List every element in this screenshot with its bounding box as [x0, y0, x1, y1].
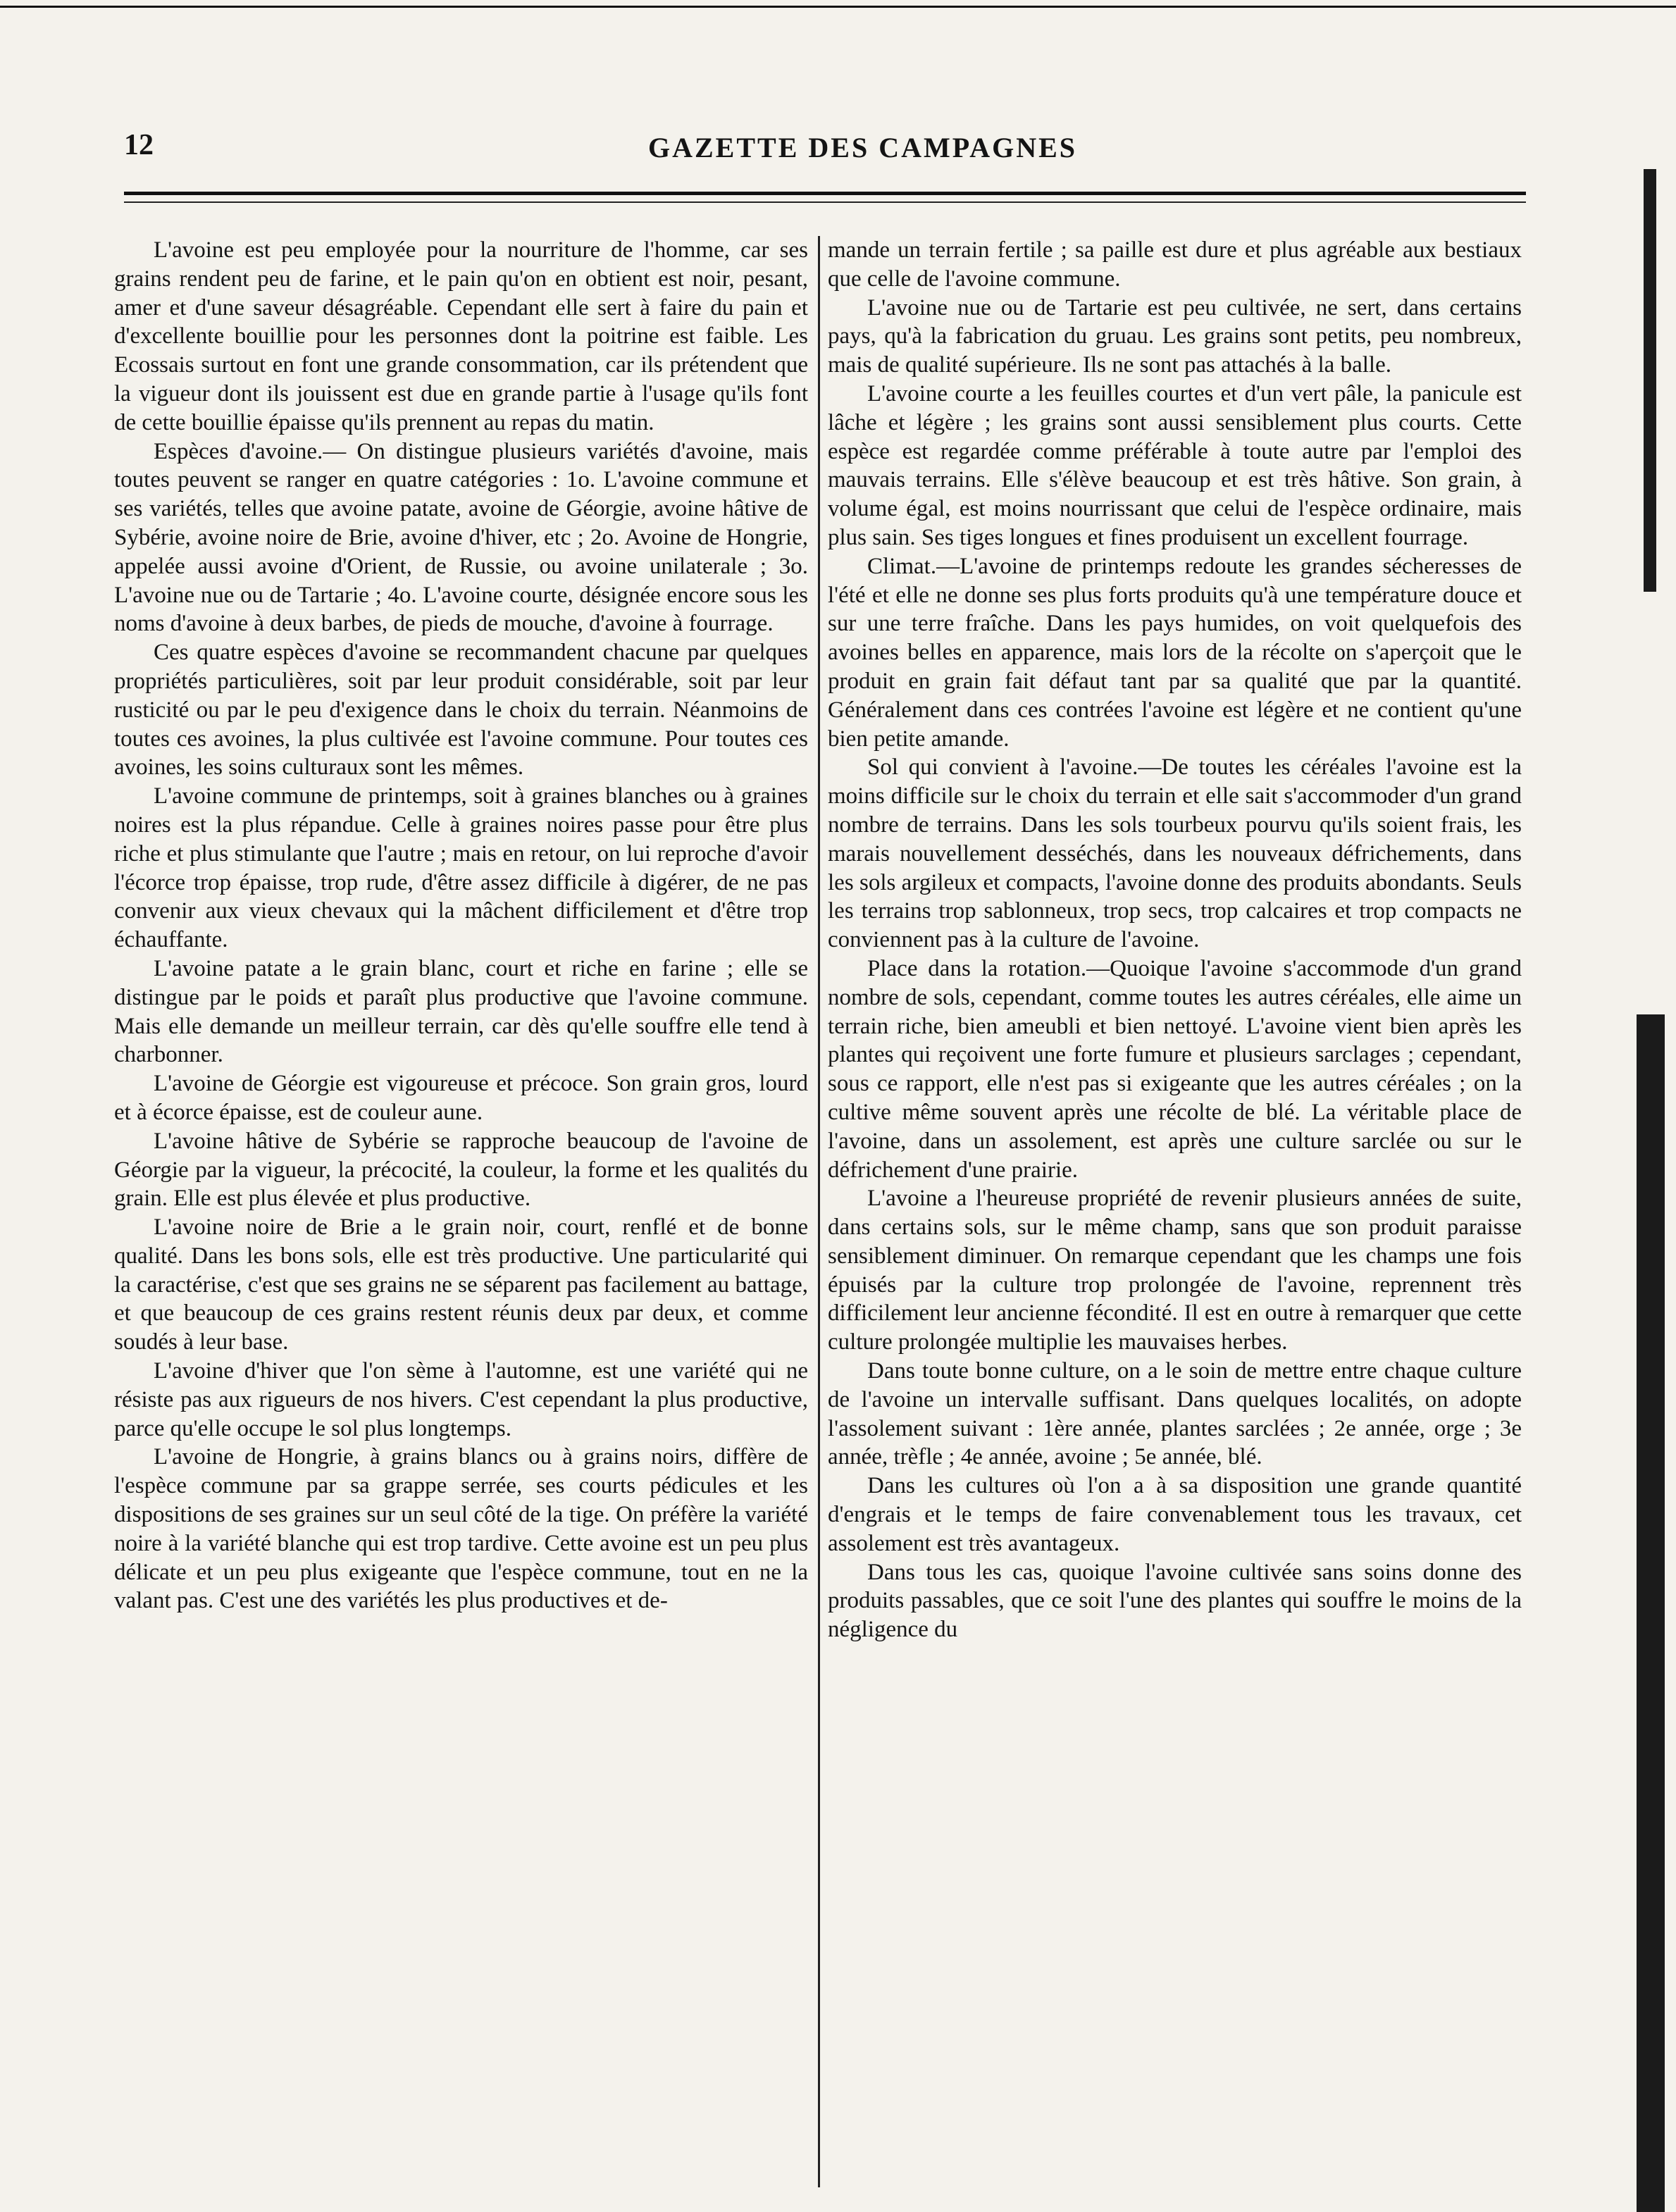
paragraph: mande un terrain fertile ; sa paille est dure et plus agréable aux bestiaux que celle de l'avoine commune.	[828, 237, 1522, 292]
paragraph: L'avoine nue ou de Tartarie est peu cultivée, ne sert, dans certains pays, qu'à la fabrication du gruau. Les grains sont petits, peu nombreux, mais de qualité supérieure. Ils ne sont pas attachés à la balle.	[828, 294, 1522, 378]
header-rule-thin	[124, 201, 1526, 203]
paragraph: Dans toute bonne culture, on a le soin de mettre entre chaque culture de l'avoine un intervalle suffisant. Dans quelques localités, on adopte l'assolement suivant : 1ère année, plantes sarclées ; 2e année, orge ; 3e année, trèfle ; 4e année, avoine ; 5e année, blé.	[828, 1358, 1522, 1470]
paragraph: L'avoine est peu employée pour la nourriture de l'homme, car ses grains rendent peu de farine, et le pain qu'on en obtient est noir, pesant, amer et d'une saveur désagréable. Cependant elle sert à faire du pain et d'excellente bouillie pour les personnes dont la poitrine est faible. Les Ecossais surtout en font une grande consommation, car ils prétendent que la vigueur dont ils jouissent est due en grande partie à l'usage qu'ils font de cette bouillie épaisse qu'ils prennent au repas du matin.	[114, 237, 808, 435]
paragraph: Espèces d'avoine.— On distingue plusieurs variétés d'avoine, mais toutes peuvent se ranger en quatre catégories : 1o. L'avoine commune et ses variétés, telles que avoine patate, avoine de Géorgie, avoine hâtive de Sybérie, avoine noire de Brie, avoine d'hiver, etc ; 2o. Avoine de Hongrie, appelée aussi avoine d'Orient, de Russie, ou avoine unilaterale ; 3o. L'avoine nue ou de Tartarie ; 4o. L'avoine courte, désignée encore sous les noms d'avoine à deux barbes, de pieds de mouche, d'avoine à fourrage.	[114, 438, 808, 637]
right-column	[828, 236, 1522, 2187]
paragraph: Dans tous les cas, quoique l'avoine cultivée sans soins donne des produits passables, que ce soit l'une des plantes qui souffre le moins de la négligence du	[828, 1559, 1522, 1643]
paragraph: Dans les cultures où l'on a à sa disposition une grande quantité d'engrais et le temps de faire convenablement tous les travaux, cet assolement est très avantageux.	[828, 1473, 1522, 1556]
paragraph: Climat.—L'avoine de printemps redoute les grandes sécheresses de l'été et elle ne donne ses plus forts produits qu'à une température douce et sur une terre fraîche. Dans les pays humides, on voit quelquefois des avoines belles en apparence, mais lors de la récolte on s'aperçoit que le produit en grain fait défaut tant par sa qualité que par la quantité. Généralement dans ces contrées l'avoine est légère et ne contient qu'une bien petite amande.	[828, 553, 1522, 752]
paragraph: Place dans la rotation.—Quoique l'avoine s'accommode d'un grand nombre de sols, cependant, comme toutes les autres céréales, elle aime un terrain riche, bien ameubli et bien nettoyé. L'avoine vient bien après les plantes qui reçoivent une forte fumure et plusieurs sarclages ; cependant, sous ce rapport, elle n'est pas si exigeante que les autres céréales ; on la cultive même souvent après une récolte de blé. La véritable place de l'avoine, dans un assolement, est après une culture sarclée ou sur le défrichement d'une prairie.	[828, 955, 1522, 1183]
paragraph: L'avoine d'hiver que l'on sème à l'automne, est une variété qui ne résiste pas aux rigueurs de nos hivers. C'est cependant la plus productive, parce qu'elle occupe le sol plus longtemps.	[114, 1358, 808, 1441]
column-divider	[818, 236, 820, 2187]
paragraph: L'avoine de Géorgie est vigoureuse et précoce. Son grain gros, lourd et à écorce épaisse, est de couleur aune.	[114, 1071, 808, 1125]
page-title: GAZETTE DES CAMPAGNES	[647, 132, 1077, 163]
paragraph: L'avoine a l'heureuse propriété de revenir plusieurs années de suite, dans certains sols, sur le même champ, sans que son produit paraisse sensiblement diminuer. On remarque cependant que les champs une fois épuisés par la culture trop prolongée de l'avoine, reprennent très difficilement leur ancienne fécondité. Il est en outre à remarquer que cette culture prolongée multiplie les mauvaises herbes.	[828, 1186, 1522, 1355]
paragraph: L'avoine commune de printemps, soit à graines blanches ou à graines noires est la plus répandue. Celle à graines noires passe pour être plus riche et plus stimulante que l'autre ; mais en retour, on lui reproche d'avoir l'écorce trop épaisse, trop rude, d'être assez difficile à digérer, de ne pas convenir aux vieux chevaux qui la mâchent difficilement et d'être trop échauffante.	[114, 783, 808, 953]
paragraph: Ces quatre espèces d'avoine se recommandent chacune par quelques propriétés particulières, soit par leur produit considérable, soit par leur rusticité ou par le peu d'exigence dans le choix du terrain. Néanmoins de toutes ces avoines, la plus cultivée est l'avoine commune. Pour toutes ces avoines, les soins culturaux sont les mêmes.	[114, 640, 808, 781]
left-column	[114, 236, 808, 2187]
header-rule-thick	[124, 192, 1526, 195]
top-border-rule	[0, 6, 1676, 8]
paragraph: L'avoine noire de Brie a le grain noir, court, renflé et de bonne qualité. Dans les bons sols, elle est très productive. Une particularité qui la caractérise, c'est que ses grains ne se séparent pas facilement au battage, et que beaucoup de ces grains restent réunis deux par deux, et comme soudés à leur base.	[114, 1214, 808, 1355]
paragraph: L'avoine courte a les feuilles courtes et d'un vert pâle, la panicule est lâche et légère ; les grains sont aussi sensiblement plus courts. Cette espèce est regardée comme préférable à toute autre par l'emploi des mauvais terrains. Elle s'élève beaucoup et est très hâtive. Son grain, à volume égal, est moins nourrissant que celui de l'espèce ordinaire, mais plus sain. Ses tiges longues et fines produisent un excellent fourrage.	[828, 380, 1522, 550]
binding-edge-mark	[1637, 1014, 1665, 2212]
paragraph: Sol qui convient à l'avoine.—De toutes les céréales l'avoine est la moins difficile sur le choix du terrain et elle sait s'accommoder d'un grand nombre de terrains. Dans les sols tourbeux pourvu qu'ils soient frais, les marais nouvellement desséchés, dans les nouveaux défrichements, dans les sols argileux et compacts, l'avoine donne des produits abondants. Seuls les terrains trop sablonneux, trop secs, trop calcaires et trop compacts ne conviennent pas à la culture de l'avoine.	[828, 754, 1522, 953]
paragraph: L'avoine hâtive de Sybérie se rapproche beaucoup de l'avoine de Géorgie par la vigueur, la précocité, la couleur, la forme et les qualités du grain. Elle est plus élevée et plus productive.	[114, 1128, 808, 1212]
binding-edge-mark	[1644, 169, 1656, 592]
paragraph: L'avoine patate a le grain blanc, court et riche en farine ; elle se distingue par le poids et paraît plus productive que l'avoine commune. Mais elle demande un meilleur terrain, car dès qu'elle souffre elle tend à charbonner.	[114, 955, 808, 1068]
paragraph: L'avoine de Hongrie, à grains blancs ou à grains noirs, diffère de l'espèce commune par sa grappe serrée, ses courts pédicules et les dispositions de ses graines sur un seul côté de la tige. On préfère la variété noire à la variété blanche qui est trop tardive. Cette avoine est un peu plus délicate et un peu plus exigeante que l'espèce commune, tout en ne la valant pas. C'est une des variétés les plus productives et de-	[114, 1444, 808, 1614]
page-number: 12	[124, 129, 154, 161]
